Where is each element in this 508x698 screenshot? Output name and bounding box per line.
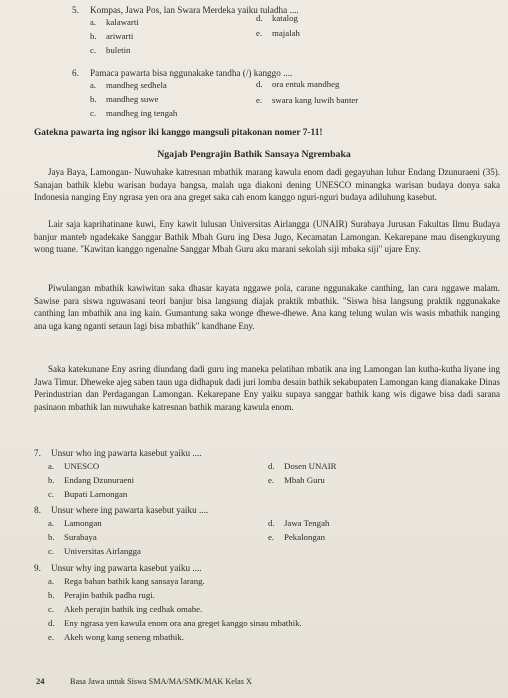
q8-option-e: Pekalongan — [284, 532, 326, 542]
q7-option-b: Endang Dzunuraeni — [64, 475, 135, 485]
q6-option-d: ora entuk mandheg — [272, 79, 340, 89]
q8-option-a: Lamongan — [64, 518, 102, 528]
q7-option-a-letter: a. — [48, 461, 55, 471]
q5-option-c-letter: c. — [90, 45, 97, 55]
q7-option-b-letter: b. — [48, 475, 55, 485]
q9-option-b-letter: b. — [48, 590, 55, 600]
q8-text: Unsur where ing pawarta kasebut yaiku .... — [51, 505, 209, 515]
article-paragraph: Jaya Baya, Lamongan- Nuwuhake katresnan mbathik marang kawula enom dadi gegayuhan luhur Endang Dzunuraeni (35). Sanajan bathik klebu warisan budaya bangsa, malah uga diakoni dening UNESCO minangka warisan budaya donya saka Indonesia nanging Eny ngrasa yen ora ana greget saka cah enom kanggo nguri-nguri budaya adiluhung kasebut. — [34, 167, 500, 203]
q6-option-e: swara kang luwih banter — [272, 95, 359, 105]
q9-option-c-letter: c. — [48, 604, 55, 614]
q5-option-b: ariwarti — [106, 31, 134, 41]
q7-option-d: Dosen UNAIR — [284, 461, 337, 471]
article-body — [34, 363, 500, 413]
q5-option-d-letter: d. — [256, 13, 263, 23]
q7-option-c: Bupati Lamongan — [64, 489, 128, 499]
q8-option-c: Universitas Airlangga — [64, 546, 141, 556]
q9-option-c: Akeh perajin bathik ing cedhak omahe. — [64, 604, 203, 614]
q7-option-a: UNESCO — [64, 461, 100, 471]
q9-number: 9. — [34, 563, 41, 573]
q6-option-e-letter: e. — [256, 95, 263, 105]
article-paragraph: Piwulangan mbathik kawiwitan saka dhasar kayata nggawe pola, carane nggunakake canthing, lan cara nggawe malam. Sawise para siswa nguwasani teori banjur bisa langsung diajak praktik mbathik. "Siswa bisa langsung praktik nggunakake canthing lan mbathik ana ing kain. Gumantung saka wonge dhewe-dhewe. Ana kang telung wulan wis wasis mbathik nanging ana uga kang nganti setaun lagi bisa mbathik" kandhane Eny. — [34, 283, 500, 331]
article-paragraph: Saka katekunane Eny asring diundang dadi guru ing maneka pelatihan mbatik ana ing Lamongan lan kutha-kutha liyane ing Jawa Timur. Dheweke ajeg saben taun uga didhapuk dadi juri lomba desain bathik sekabupaten Lamongan kang dianakake Dinas Perindustrian dan Perdagangan Lamongan. Kekarepane Eny yaiku supaya sanggar bathik kang wis digawe bisa dadi sarana pasinaon mbathik lan nuwuhake katresnan bathik marang kawula enom. — [34, 364, 500, 412]
q8-option-d: Jawa Tengah — [284, 518, 330, 528]
instruction: Gatekna pawarta ing ngisor iki kanggo mangsuli pitakonan nomer 7-11! — [34, 128, 323, 138]
q6-option-a-letter: a. — [90, 80, 97, 90]
q5-option-a-letter: a. — [90, 17, 97, 27]
q5-option-e: majalah — [272, 28, 300, 38]
q8-option-b-letter: b. — [48, 532, 55, 542]
q8-option-e-letter: e. — [268, 532, 275, 542]
q8-option-a-letter: a. — [48, 518, 55, 528]
q9-option-e-letter: e. — [48, 632, 55, 642]
q5-option-a: kalawarti — [106, 17, 139, 27]
q5-option-b-letter: b. — [90, 31, 97, 41]
article-body — [34, 166, 500, 204]
q5-option-c: buletin — [106, 45, 131, 55]
q9-option-d: Eny ngrasa yen kawula enom ora ana greget kanggo sinau mbathik. — [64, 618, 302, 628]
q6-number: 6. — [72, 68, 79, 78]
q7-option-e-letter: e. — [268, 475, 275, 485]
q9-option-a: Rega bahan bathik kang sansaya larang. — [64, 576, 205, 586]
q9-option-e: Akeh wong kang seneng mbathik. — [64, 632, 184, 642]
q7-option-d-letter: d. — [268, 461, 275, 471]
q8-number: 8. — [34, 505, 41, 515]
q6-option-d-letter: d. — [256, 79, 263, 89]
q7-option-c-letter: c. — [48, 489, 55, 499]
q6-text: Pamaca pawarta bisa nggunakake tandha (/) kanggo .... — [90, 68, 293, 78]
article-paragraph: Lair saja kaprihatinane kuwi, Eny kawit lulusan Universitas Airlangga (UNAIR) Surabaya Jurusan Fakultas Ilmu Budaya banjur manteb ngadekake Sanggar Bathik Mbah Guru ing Desa Jugo, Kecamatan Lamongan. Kekarepane mau disengkuyung wong tuane. "Kawitan kanggo ngenalne Sanggar Mbah Guru aku marani sekolah siji mbaka siji" ujare Eny. — [34, 219, 500, 255]
footer-text: Basa Jawa untuk Siswa SMA/MA/SMK/MAK Kelas X — [70, 677, 252, 686]
q8-option-c-letter: c. — [48, 546, 55, 556]
q7-number: 7. — [34, 448, 41, 458]
q6-option-c-letter: c. — [90, 108, 97, 118]
page-number: 24 — [36, 676, 45, 686]
q6-option-c: mandheg ing tengah — [106, 108, 178, 118]
article-body — [34, 218, 500, 256]
q7-text: Unsur who ing pawarta kasebut yaiku .... — [51, 448, 202, 458]
q9-option-b: Perajin bathik padha rugi. — [64, 590, 155, 600]
q6-option-b: mandheg suwe — [106, 94, 159, 104]
q7-option-e: Mbah Guru — [284, 475, 325, 485]
q6-option-a: mandheg sedhela — [106, 80, 167, 90]
q6-option-b-letter: b. — [90, 94, 97, 104]
q9-text: Unsur why ing pawarta kasebut yaiku .... — [51, 563, 202, 573]
q5-number: 5. — [72, 5, 79, 15]
q5-option-e-letter: e. — [256, 28, 263, 38]
q8-option-d-letter: d. — [268, 518, 275, 528]
q5-option-d: katalog — [272, 13, 298, 23]
q5-text: Kompas, Jawa Pos, lan Swara Merdeka yaiku tuladha .... — [90, 5, 299, 15]
article-title: Ngajab Pengrajin Bathik Sansaya Ngrembaka — [157, 149, 351, 160]
q9-option-a-letter: a. — [48, 576, 55, 586]
q9-option-d-letter: d. — [48, 618, 55, 628]
q8-option-b: Surabaya — [64, 532, 97, 542]
article-body — [34, 282, 500, 332]
